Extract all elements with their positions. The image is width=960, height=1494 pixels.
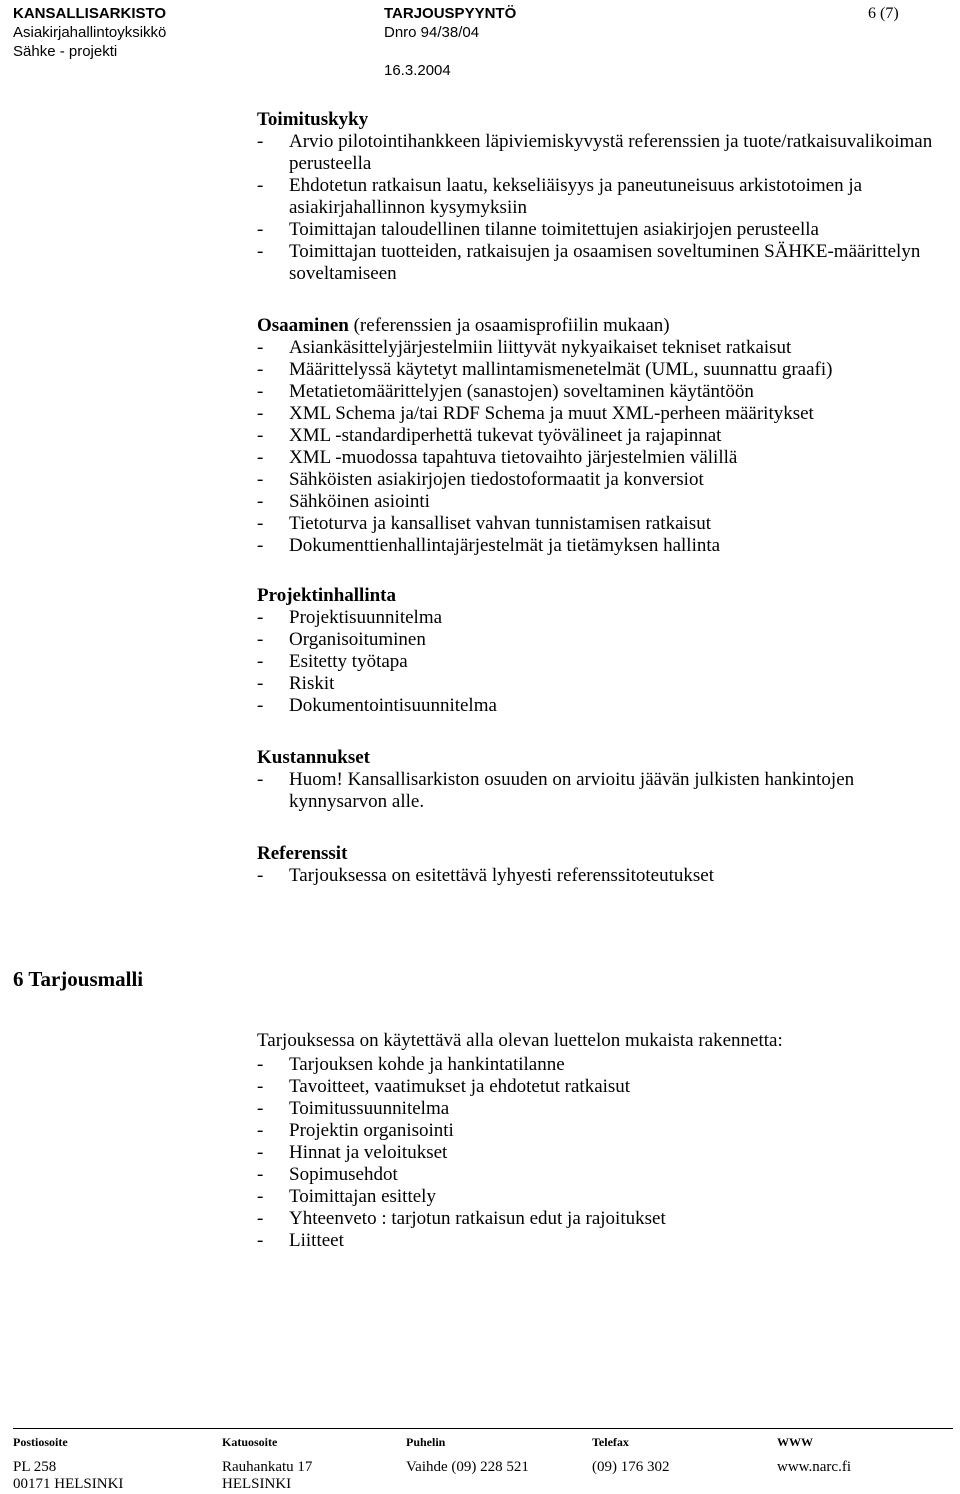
chapter-intro: Tarjouksessa on käytettävä alla olevan luettelon mukaista rakennetta: <box>257 1030 783 1051</box>
list-item: - Huom! Kansallisarkiston osuuden on arvioitu jäävän julkisten hankintojen kynnysarvon alle. <box>257 769 855 812</box>
section-title: Referenssit <box>257 843 348 864</box>
list-item: - Toimittajan taloudellinen tilanne toimitettujen asiakirjojen perusteella <box>257 219 819 240</box>
list-item: - Sähköinen asiointi <box>257 491 430 512</box>
footer-www-label: WWW <box>777 1435 813 1449</box>
chapter-title: 6 Tarjousmalli <box>13 967 144 991</box>
list-item: - Organisoituminen <box>257 629 426 650</box>
osaaminen-list <box>257 337 947 557</box>
list-item: - Tavoitteet, vaatimukset ja ehdotetut ratkaisut <box>257 1076 631 1097</box>
page-footer <box>13 1428 953 1492</box>
footer-fax <box>592 1435 670 1476</box>
section-title: Kustannukset <box>257 747 370 768</box>
header-unit: Asiakirjahallintoyksikkö <box>13 24 167 41</box>
list-item: - Dokumentointisuunnitelma <box>257 695 497 716</box>
footer-street-line2: HELSINKI <box>222 1476 292 1492</box>
list-item: - Asiankäsittelyjärjestelmiin liittyvät nykyaikaiset tekniset ratkaisut <box>257 337 792 358</box>
header-org: KANSALLISARKISTO <box>13 5 167 22</box>
list-item: - Projektisuunnitelma <box>257 607 443 628</box>
section-toimituskyky <box>257 109 947 285</box>
section-referenssit <box>257 843 947 887</box>
list-item: - Toimittajan esittely <box>257 1186 436 1207</box>
list-item: - Riskit <box>257 673 335 694</box>
kustannukset-list <box>257 769 857 813</box>
list-item: - Määrittelyssä käytetyt mallintamismenetelmät (UML, suunnattu graafi) <box>257 359 833 380</box>
header-page-number: 6 (7) <box>868 5 899 22</box>
list-item: - Liitteet <box>257 1230 344 1251</box>
footer-phone <box>406 1435 529 1476</box>
list-item: - Arvio pilotointihankkeen läpiviemiskyvystä referenssien ja tuote/ratkaisuvalikoiman perusteella <box>257 131 933 174</box>
header-ref: Dnro 94/38/04 <box>384 24 480 41</box>
footer-postal-line1: PL 258 <box>13 1459 57 1475</box>
list-item: - Toimittajan tuotteiden, ratkaisujen ja osaamisen soveltuminen SÄHKE-määrittelyn soveltamiseen <box>257 241 921 284</box>
section-title: Toimituskyky <box>257 109 369 130</box>
list-item: - Toimitussuunnitelma <box>257 1098 450 1119</box>
footer-postal <box>13 1435 123 1493</box>
header-date: 16.3.2004 <box>384 62 451 79</box>
list-item: - Tarjouksen kohde ja hankintatilanne <box>257 1054 565 1075</box>
footer-postal-line2: 00171 HELSINKI <box>13 1476 124 1492</box>
list-item: - XML Schema ja/tai RDF Schema ja muut XML-perheen määritykset <box>257 403 814 424</box>
footer-fax-value: (09) 176 302 <box>592 1459 670 1475</box>
projektinhallinta-list <box>257 607 947 717</box>
list-item: - Tarjouksessa on esitettävä lyhyesti referenssitoteutukset <box>257 865 714 886</box>
footer-www <box>777 1435 851 1476</box>
section-projektinhallinta <box>257 585 947 717</box>
list-item: - Sopimusehdot <box>257 1164 398 1185</box>
section-title: Projektinhallinta <box>257 585 396 606</box>
footer-street-label: Katuosoite <box>222 1435 278 1449</box>
footer-fax-label: Telefax <box>592 1435 629 1449</box>
list-item: - Esitetty työtapa <box>257 651 408 672</box>
header-doc-type: TARJOUSPYYNTÖ <box>384 5 517 22</box>
list-item: - Dokumenttienhallintajärjestelmät ja tietämyksen hallinta <box>257 535 721 556</box>
footer-street-line1: Rauhankatu 17 <box>222 1459 313 1475</box>
list-item: - Sähköisten asiakirjojen tiedostoformaatit ja konversiot <box>257 469 704 490</box>
footer-phone-label: Puhelin <box>406 1435 446 1449</box>
toimituskyky-list <box>257 131 947 285</box>
list-item: - XML -muodossa tapahtuva tietovaihto järjestelmien välillä <box>257 447 738 468</box>
footer-street <box>222 1435 312 1493</box>
list-item: - Projektin organisointi <box>257 1120 454 1141</box>
section-kustannukset <box>257 747 857 813</box>
list-item: - Ehdotetun ratkaisun laatu, kekseliäisyys ja paneutuneisuus arkistotoimen ja asiakirjahallinnon kysymyksiin <box>257 175 863 218</box>
footer-postal-label: Postiosoite <box>13 1435 68 1449</box>
footer-www-value[interactable]: www.narc.fi <box>777 1459 851 1475</box>
list-item: - Yhteenveto : tarjotun ratkaisun edut ja rajoitukset <box>257 1208 666 1229</box>
section-title: Osaaminen (referenssien ja osaamisprofiilin mukaan) <box>257 315 670 336</box>
section-osaaminen <box>257 315 947 557</box>
list-item: - Metatietomäärittelyjen (sanastojen) soveltaminen käytäntöön <box>257 381 754 402</box>
list-item: - Hinnat ja veloitukset <box>257 1142 448 1163</box>
header-project: Sähke - projekti <box>13 43 118 60</box>
list-item: - Tietoturva ja kansalliset vahvan tunnistamisen ratkaisut <box>257 513 711 534</box>
referenssit-list <box>257 865 947 887</box>
tarjousmalli-list <box>257 1054 947 1252</box>
section-tarjousmalli <box>257 1028 947 1252</box>
list-item: - XML -standardiperhettä tukevat työvälineet ja rajapinnat <box>257 425 722 446</box>
footer-phone-value: Vaihde (09) 228 521 <box>406 1459 529 1475</box>
